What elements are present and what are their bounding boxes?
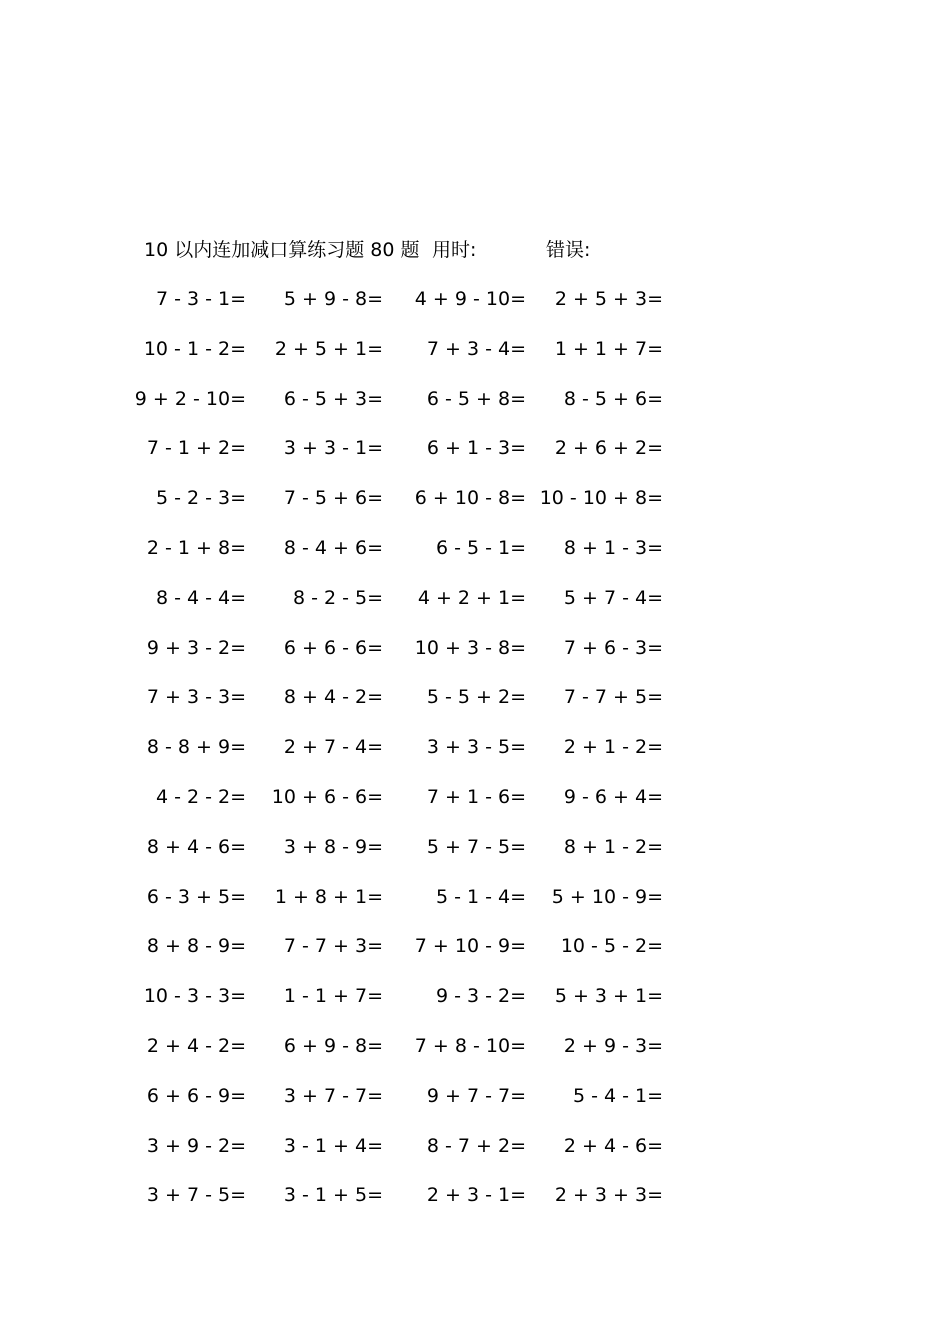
problem-item: 1 + 8 + 1= [274,885,383,908]
problem-item: 9 + 7 - 7= [426,1084,526,1107]
problem-item: 6 - 5 + 8= [426,387,526,410]
time-used-label: 用时: [432,239,477,261]
problem-item: 10 - 3 - 3= [143,985,246,1008]
problem-item: 3 - 1 + 5= [283,1184,383,1207]
problem-item: 6 + 1 - 3= [426,437,526,460]
problem-item: 5 + 7 - 4= [563,586,663,609]
problem-item: 9 + 2 - 10= [134,387,246,410]
problem-item: 8 + 4 - 2= [283,686,383,709]
problem-item: 6 - 3 + 5= [146,885,246,908]
problem-item: 6 + 9 - 8= [283,1035,383,1057]
problem-item: 10 - 10 + 8= [539,487,663,510]
problem-item: 7 + 10 - 9= [414,935,526,958]
problem-item: 5 + 10 - 9= [551,885,663,908]
problem-item: 8 - 5 + 6= [563,387,663,410]
problem-item: 8 + 8 - 9= [146,935,246,958]
problem-item: 4 + 9 - 10= [414,288,526,310]
problem-item: 9 - 6 + 4= [563,786,663,808]
problem-item: 7 + 6 - 3= [563,636,663,659]
problem-item: 2 + 6 + 2= [554,437,663,460]
problem-item: 5 - 4 - 1= [572,1084,663,1107]
problem-item: 8 + 1 - 2= [563,835,663,858]
problem-item: 3 - 1 + 4= [283,1134,383,1157]
problem-item: 4 - 2 - 2= [155,786,246,808]
problem-item: 3 + 3 - 5= [426,736,526,759]
problem-item: 5 - 1 - 4= [435,885,526,908]
problem-item: 8 - 8 + 9= [146,736,246,759]
problem-item: 4 + 2 + 1= [417,586,526,609]
problem-item: 8 - 2 - 5= [292,586,383,609]
problem-item: 7 + 3 - 4= [426,337,526,360]
problem-item: 2 + 4 - 6= [563,1134,663,1157]
problem-item: 7 - 1 + 2= [146,437,246,460]
problem-item: 7 - 7 + 3= [283,935,383,958]
problem-item: 3 + 8 - 9= [283,835,383,858]
problem-item: 8 - 4 - 4= [155,586,246,609]
problem-item: 6 + 6 - 6= [283,636,383,659]
problem-item: 1 - 1 + 7= [283,985,383,1008]
problem-item: 9 + 3 - 2= [146,636,246,659]
problem-item: 2 + 9 - 3= [563,1035,663,1057]
problem-item: 7 + 3 - 3= [146,686,246,709]
problem-item: 8 - 7 + 2= [426,1134,526,1157]
problem-item: 5 + 3 + 1= [554,985,663,1008]
problem-item: 8 + 4 - 6= [146,835,246,858]
problem-item: 3 + 7 - 7= [283,1084,383,1107]
problem-item: 6 - 5 + 3= [283,387,383,410]
worksheet-title: 10 以内连加减口算练习题 80 题 [144,239,420,261]
problem-item: 2 - 1 + 8= [146,537,246,559]
problem-item: 5 - 2 - 3= [155,487,246,510]
problem-item: 2 + 1 - 2= [563,736,663,759]
problem-item: 10 + 6 - 6= [271,786,383,808]
problem-item: 2 + 3 + 3= [554,1184,663,1207]
problem-item: 9 - 3 - 2= [435,985,526,1008]
problem-item: 6 + 10 - 8= [414,487,526,510]
problem-item: 8 + 1 - 3= [563,537,663,559]
problem-item: 5 + 9 - 8= [283,288,383,310]
problem-item: 2 + 5 + 3= [554,288,663,310]
problem-item: 3 + 7 - 5= [146,1184,246,1207]
problem-item: 3 + 3 - 1= [283,437,383,460]
problem-item: 8 - 4 + 6= [283,537,383,559]
problem-item: 10 - 1 - 2= [143,337,246,360]
problem-item: 1 + 1 + 7= [554,337,663,360]
problem-item: 5 - 5 + 2= [426,686,526,709]
problem-item: 2 + 3 - 1= [426,1184,526,1207]
problem-item: 3 + 9 - 2= [146,1134,246,1157]
problem-item: 10 - 5 - 2= [560,935,663,958]
problem-item: 7 - 3 - 1= [155,288,246,310]
problem-item: 2 + 7 - 4= [283,736,383,759]
error-count-label: 错误: [546,239,591,261]
worksheet-header [144,236,844,264]
problem-item: 6 - 5 - 1= [435,537,526,559]
problem-item: 7 - 5 + 6= [283,487,383,510]
problem-item: 7 - 7 + 5= [563,686,663,709]
problem-item: 10 + 3 - 8= [414,636,526,659]
problem-item: 2 + 4 - 2= [146,1035,246,1057]
problem-item: 6 + 6 - 9= [146,1084,246,1107]
problem-item: 7 + 8 - 10= [414,1035,526,1057]
problem-item: 7 + 1 - 6= [426,786,526,808]
problem-item: 5 + 7 - 5= [426,835,526,858]
problem-item: 2 + 5 + 1= [274,337,383,360]
